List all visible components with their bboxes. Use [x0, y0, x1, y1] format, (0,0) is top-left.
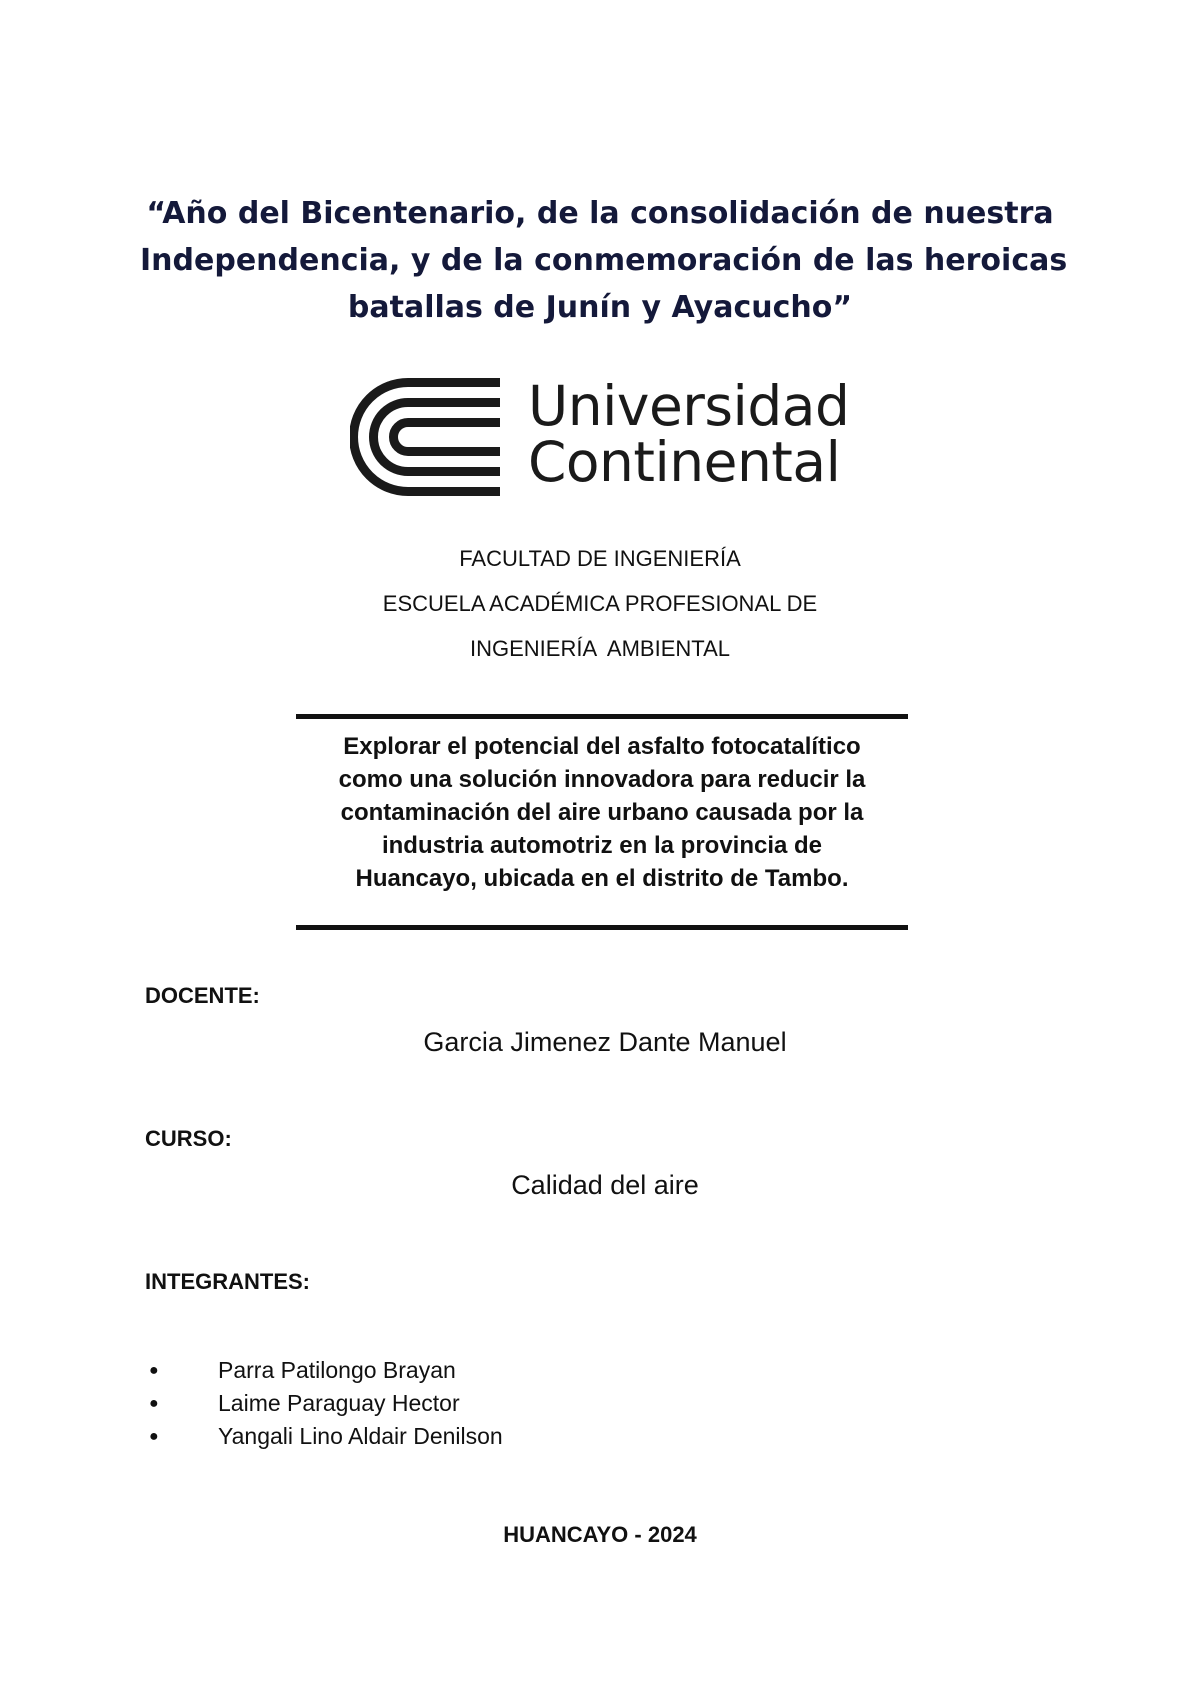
integrantes-label: INTEGRANTES: — [145, 1269, 310, 1294]
members-list — [145, 1354, 503, 1453]
year-motto — [140, 190, 1068, 331]
document-title — [296, 730, 908, 895]
docente-name: Garcia Jimenez Dante Manuel — [423, 1027, 787, 1057]
uc-c-logo-icon — [350, 378, 510, 496]
list-item — [145, 1387, 503, 1420]
title-bottom-rule — [296, 925, 908, 930]
title-line: Explorar el potencial del asfalto fotocatalítico — [343, 733, 861, 760]
member-name: Parra Patilongo Brayan — [218, 1357, 456, 1383]
title-top-rule — [296, 714, 908, 719]
motto-line: “Año del Bicentenario, de la consolidación de nuestra — [146, 196, 1054, 231]
place-year: HUANCAYO - 2024 — [503, 1522, 697, 1547]
faculty-name: FACULTAD DE INGENIERÍA — [459, 546, 741, 571]
member-name: Laime Paraguay Hector — [218, 1390, 460, 1416]
bullet-icon: ● — [149, 1428, 159, 1445]
bullet-icon: ● — [149, 1395, 159, 1412]
title-line: como una solución innovadora para reducir la — [338, 766, 866, 793]
school-name: ESCUELA ACADÉMICA PROFESIONAL DE — [382, 591, 818, 616]
bullet-icon: ● — [149, 1362, 159, 1379]
university-name — [528, 374, 850, 494]
motto-line: batallas de Junín y Ayacucho” — [347, 290, 853, 325]
university-name-line2: Continental — [528, 430, 841, 494]
motto-line: Independencia, y de la conmemoración de las heroicas — [140, 243, 1068, 278]
list-item — [145, 1354, 503, 1387]
faculty-block — [300, 536, 900, 671]
title-line: Huancayo, ubicada en el distrito de Tambo. — [355, 865, 849, 892]
list-item — [145, 1420, 503, 1453]
title-line: industria automotriz en la provincia de — [381, 832, 823, 859]
docente-label: DOCENTE: — [145, 983, 260, 1008]
title-line: contaminación del aire urbano causada por la — [340, 799, 864, 826]
school-name-cont: INGENIERÍA AMBIENTAL — [470, 636, 730, 661]
university-name-line1: Universidad — [528, 374, 850, 438]
member-name: Yangali Lino Aldair Denilson — [218, 1423, 503, 1449]
curso-label: CURSO: — [145, 1126, 232, 1151]
curso-name: Calidad del aire — [511, 1170, 699, 1200]
university-logo — [350, 374, 880, 498]
